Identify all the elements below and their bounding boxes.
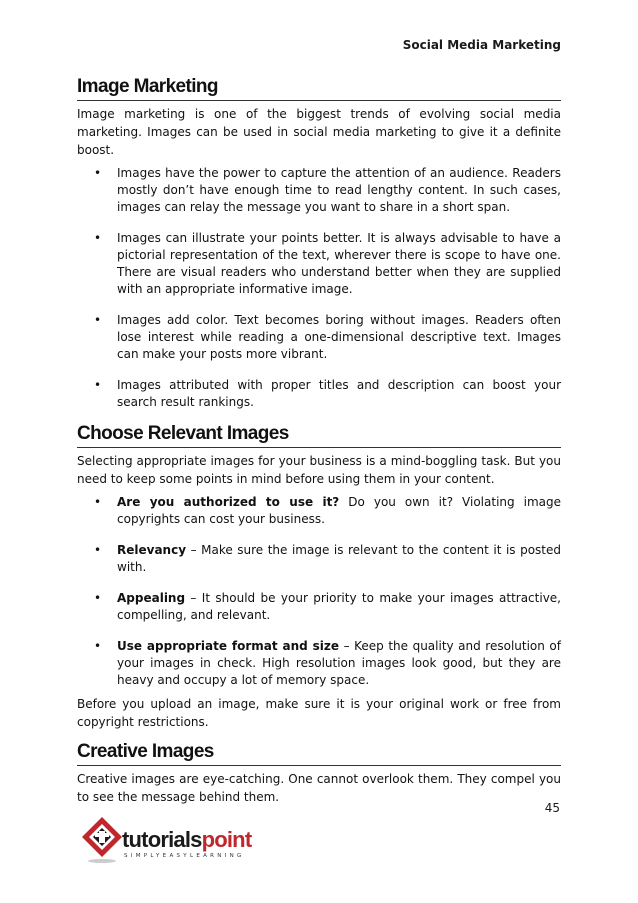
running-header: Social Media Marketing — [402, 38, 561, 52]
section-outro: Before you upload an image, make sure it is your original work or free from copyright restrictions. — [77, 697, 561, 729]
section-image-marketing — [77, 76, 561, 411]
bullet-text: Images attributed with proper titles and description can boost your search result rankings. — [117, 378, 561, 409]
bullet-icon: • — [94, 166, 102, 180]
page-number: 45 — [544, 801, 560, 815]
bullet-text: – Keep the quality and resolution of your images in check. High resolution images look good, but they are heavy and occupy a lot of memory space. — [117, 639, 561, 687]
page-content — [77, 76, 561, 806]
bullet-text: Images can illustrate your points better. It is always advisable to have a pictorial representation of the text, wherever there is scope to have one. There are visual readers who understand better when they are supplied with an appropriate informative image. — [117, 231, 561, 296]
bullet-item — [77, 230, 561, 298]
bullet-item — [77, 494, 561, 528]
bullet-text: Do you own it? Violating image copyrights can cost your business. — [117, 495, 561, 526]
bullet-lead: Use appropriate format and size — [117, 639, 340, 653]
bullet-lead: Relevancy — [117, 543, 187, 557]
bullet-list — [77, 165, 561, 411]
bullet-icon: • — [94, 378, 102, 392]
bullet-icon: • — [94, 639, 102, 653]
section-creative-images — [77, 741, 561, 806]
bullet-item — [77, 312, 561, 363]
section-intro: Creative images are eye-catching. One cannot overlook them. They compel you to see the message behind them. — [77, 772, 561, 804]
section-heading: Creative Images — [77, 741, 561, 766]
section-heading: Choose Relevant Images — [77, 423, 561, 448]
bullet-list — [77, 494, 561, 689]
bullet-item — [77, 590, 561, 624]
bullet-item — [77, 377, 561, 411]
bullet-icon: • — [94, 543, 102, 557]
tutorialspoint-logo — [80, 815, 280, 870]
section-heading: Image Marketing — [77, 76, 561, 101]
logo-word-1: tutorials — [122, 827, 202, 852]
section-intro: Image marketing is one of the biggest trends of evolving social media marketing. Images can be used in social media marketing to give it a definite boost. — [77, 107, 561, 157]
section-intro: Selecting appropriate images for your business is a mind-boggling task. But you need to keep some points in mind before using them in your content. — [77, 454, 561, 486]
bullet-item — [77, 542, 561, 576]
bullet-icon: • — [94, 495, 102, 509]
logo-emblem-icon — [80, 815, 124, 865]
logo-wordmark — [122, 827, 251, 853]
bullet-text: – It should be your priority to make your images attractive, compelling, and relevant. — [117, 591, 561, 622]
bullet-text: – Make sure the image is relevant to the content it is posted with. — [117, 543, 561, 574]
bullet-item — [77, 638, 561, 689]
logo-word-2: point — [201, 827, 252, 852]
bullet-lead: Are you authorized to use it? — [117, 495, 340, 509]
bullet-text: Images add color. Text becomes boring without images. Readers often lose interest while reading a one-dimensional descriptive text. Images can make your posts more vibrant. — [117, 313, 561, 361]
bullet-text: Images have the power to capture the attention of an audience. Readers mostly don’t have enough time to read lengthy content. In such cases, images can relay the message you want to share in a short span. — [117, 166, 561, 214]
bullet-lead: Appealing — [117, 591, 186, 605]
bullet-item — [77, 165, 561, 216]
bullet-icon: • — [94, 591, 102, 605]
bullet-icon: • — [94, 231, 102, 245]
bullet-icon: • — [94, 313, 102, 327]
logo-tagline: SIMPLYEASYLEARNING — [124, 853, 245, 859]
section-choose-relevant-images — [77, 423, 561, 731]
